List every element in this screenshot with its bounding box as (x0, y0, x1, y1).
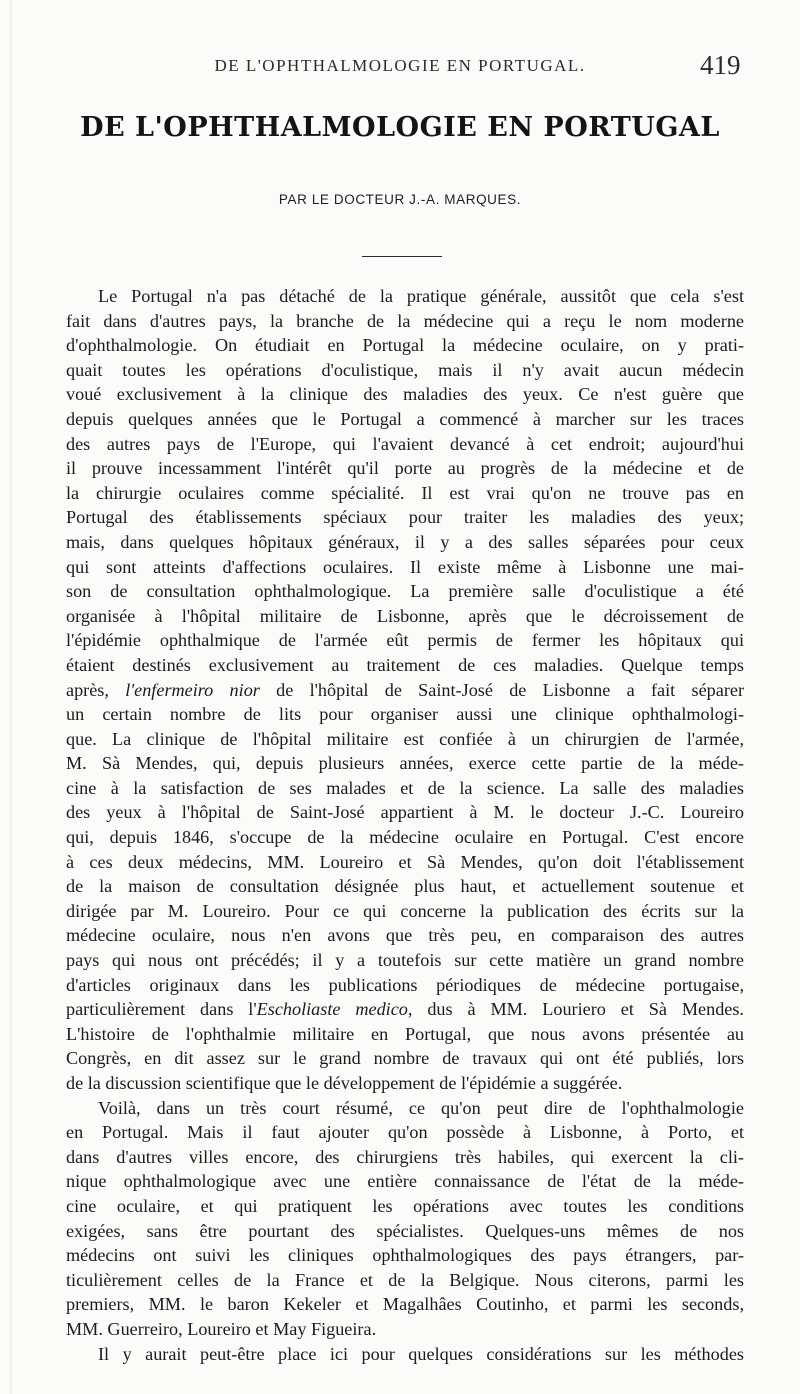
body-line: voué exclusivement à la clinique des maladies des yeux. Ce n'est guère que (66, 384, 744, 405)
body-line: d'articles originaux dans les publications périodiques de médecine portugaise, (66, 974, 744, 995)
body-line: L'histoire de l'ophthalmie militaire en Portugal, que nous avons présentée au (66, 1023, 744, 1044)
body-line: dirigée par M. Loureiro. Pour ce qui concerne la publication des écrits sur la (66, 900, 744, 921)
body-line: pays qui nous ont précédés; il y a toutefois sur cette matière un grand nombre (66, 950, 744, 971)
body-line: à ces deux médecins, MM. Loureiro et Sà Mendes, qu'on doit l'établissement (66, 851, 744, 872)
body-line: Portugal des établissements spéciaux pour traiter les maladies des yeux; (66, 507, 744, 528)
body-line: depuis quelques années que le Portugal a commencé à marcher sur les traces (66, 408, 744, 429)
body-line: quait toutes les opérations d'oculistique, mais il n'y avait aucun médecin (66, 359, 744, 380)
body-line: fait dans d'autres pays, la branche de la médecine qui a reçu le nom moderne (66, 310, 744, 331)
body-line: exigées, sans être pourtant des spécialistes. Quelques-uns mêmes de nos (66, 1220, 744, 1241)
page-number: 419 (700, 50, 741, 80)
article-body (66, 284, 744, 1366)
body-line: en Portugal. Mais il faut ajouter qu'on possède à Lisbonne, à Porto, et (66, 1122, 744, 1143)
body-line: d'ophthalmologie. On étudiait en Portugal la médecine oculaire, on y prati- (66, 335, 744, 356)
body-line: nique ophthalmologique avec une entière connaissance de l'état de la méde- (66, 1171, 744, 1192)
body-line: la chirurgie oculaires comme spécialité. Il est vrai qu'on ne trouve pas en (66, 482, 744, 503)
body-line: cine à la satisfaction de ses malades et de la science. La salle des maladies (66, 777, 744, 798)
body-line: médecins ont suivi les cliniques ophthalmologiques des pays étrangers, par- (66, 1245, 744, 1266)
body-line: médecine oculaire, nous n'en avons que très peu, en comparaison des autres (66, 925, 744, 946)
body-line: ticulièrement celles de la France et de la Belgique. Nous citerons, parmi les (66, 1269, 744, 1290)
body-line: Congrès, en dit assez sur le grand nombre de travaux qui ont été publiés, lors (66, 1048, 744, 1069)
body-line: de la maison de consultation désignée plus haut, et actuellement soutenue et (66, 876, 744, 897)
body-line-lead: particulièrement dans l' (66, 999, 257, 1020)
body-line: des autres pays de l'Europe, qui l'avaient devancé à cet endroit; aujourd'hui (66, 433, 744, 454)
body-line: dans d'autres villes encore, des chirurgiens très habiles, qui exercent la cli- (66, 1146, 744, 1167)
body-line: MM. Guerreiro, Loureiro et May Figueira. (66, 1318, 377, 1339)
body-line: de la discussion scientifique que le développement de l'épidémie a suggérée. (66, 1073, 623, 1093)
body-line: un certain nombre de lits pour organiser aussi une clinique ophthalmologi- (66, 704, 744, 725)
body-line-lead: après, (66, 679, 126, 700)
body-line-with-italic (66, 997, 744, 1022)
body-line-tail: , dus à MM. Louriero et Sà Mendes. (407, 999, 744, 1020)
body-line: cine oculaire, et qui pratiquent les opérations avec toutes les conditions (66, 1195, 744, 1216)
body-line: qui, depuis 1846, s'occupe de la médecine oculaire en Portugal. C'est encore (66, 827, 744, 848)
body-line: Il y aurait peut-être place ici pour quelques considérations sur les méthodes (98, 1343, 744, 1364)
body-line: il prouve incessamment l'intérêt qu'il porte au progrès de la médecine et de (66, 458, 744, 479)
body-line: l'épidémie ophthalmique de l'armée eût permis de fermer les hôpitaux qui (66, 630, 744, 651)
body-line: organisée à l'hôpital militaire de Lisbonne, après que le décroissement de (66, 605, 744, 626)
body-line: M. Sà Mendes, qui, depuis plusieurs années, exerce cette partie de la méde- (66, 753, 744, 774)
running-header: DE L'OPHTHALMOLOGIE EN PORTUGAL. (214, 56, 586, 75)
article-title: DE L'OPHTHALMOLOGIE EN PORTUGAL (80, 112, 720, 143)
body-line-tail: de l'hôpital de Saint-José de Lisbonne a fait séparer (259, 679, 744, 700)
article-byline: PAR LE DOCTEUR J.-A. MARQUES. (278, 192, 522, 207)
body-line: des yeux à l'hôpital de Saint-José appartient à M. le docteur J.-C. Loureiro (66, 802, 744, 823)
body-line: son de consultation ophthalmologique. La première salle d'oculistique a été (66, 581, 744, 602)
body-line: mais, dans quelques hôpitaux généraux, il y a des salles séparées pour ceux (66, 531, 744, 552)
binding-edge (10, 0, 12, 1394)
body-line-with-italic (66, 678, 744, 703)
body-line: étaient destinés exclusivement au traitement de ces maladies. Quelque temps (66, 654, 744, 675)
title-separator-rule (362, 256, 442, 257)
body-line: Voilà, dans un très court résumé, ce qu'on peut dire de l'ophthalmologie (98, 1097, 744, 1118)
body-line: qui sont atteints d'affections oculaires. Il existe même à Lisbonne une mai- (66, 556, 744, 577)
italic-term-escholiaste: Escholiaste medico (256, 999, 408, 1020)
italic-term-enfermeiro: l'enfermeiro nior (125, 679, 260, 700)
body-line: que. La clinique de l'hôpital militaire est confiée à un chirurgien de l'armée, (66, 728, 744, 749)
body-line: premiers, MM. le baron Kekeler et Magalhâes Coutinho, et parmi les seconds, (66, 1294, 744, 1315)
body-line: Le Portugal n'a pas détaché de la pratique générale, aussitôt que cela s'est (98, 286, 744, 306)
